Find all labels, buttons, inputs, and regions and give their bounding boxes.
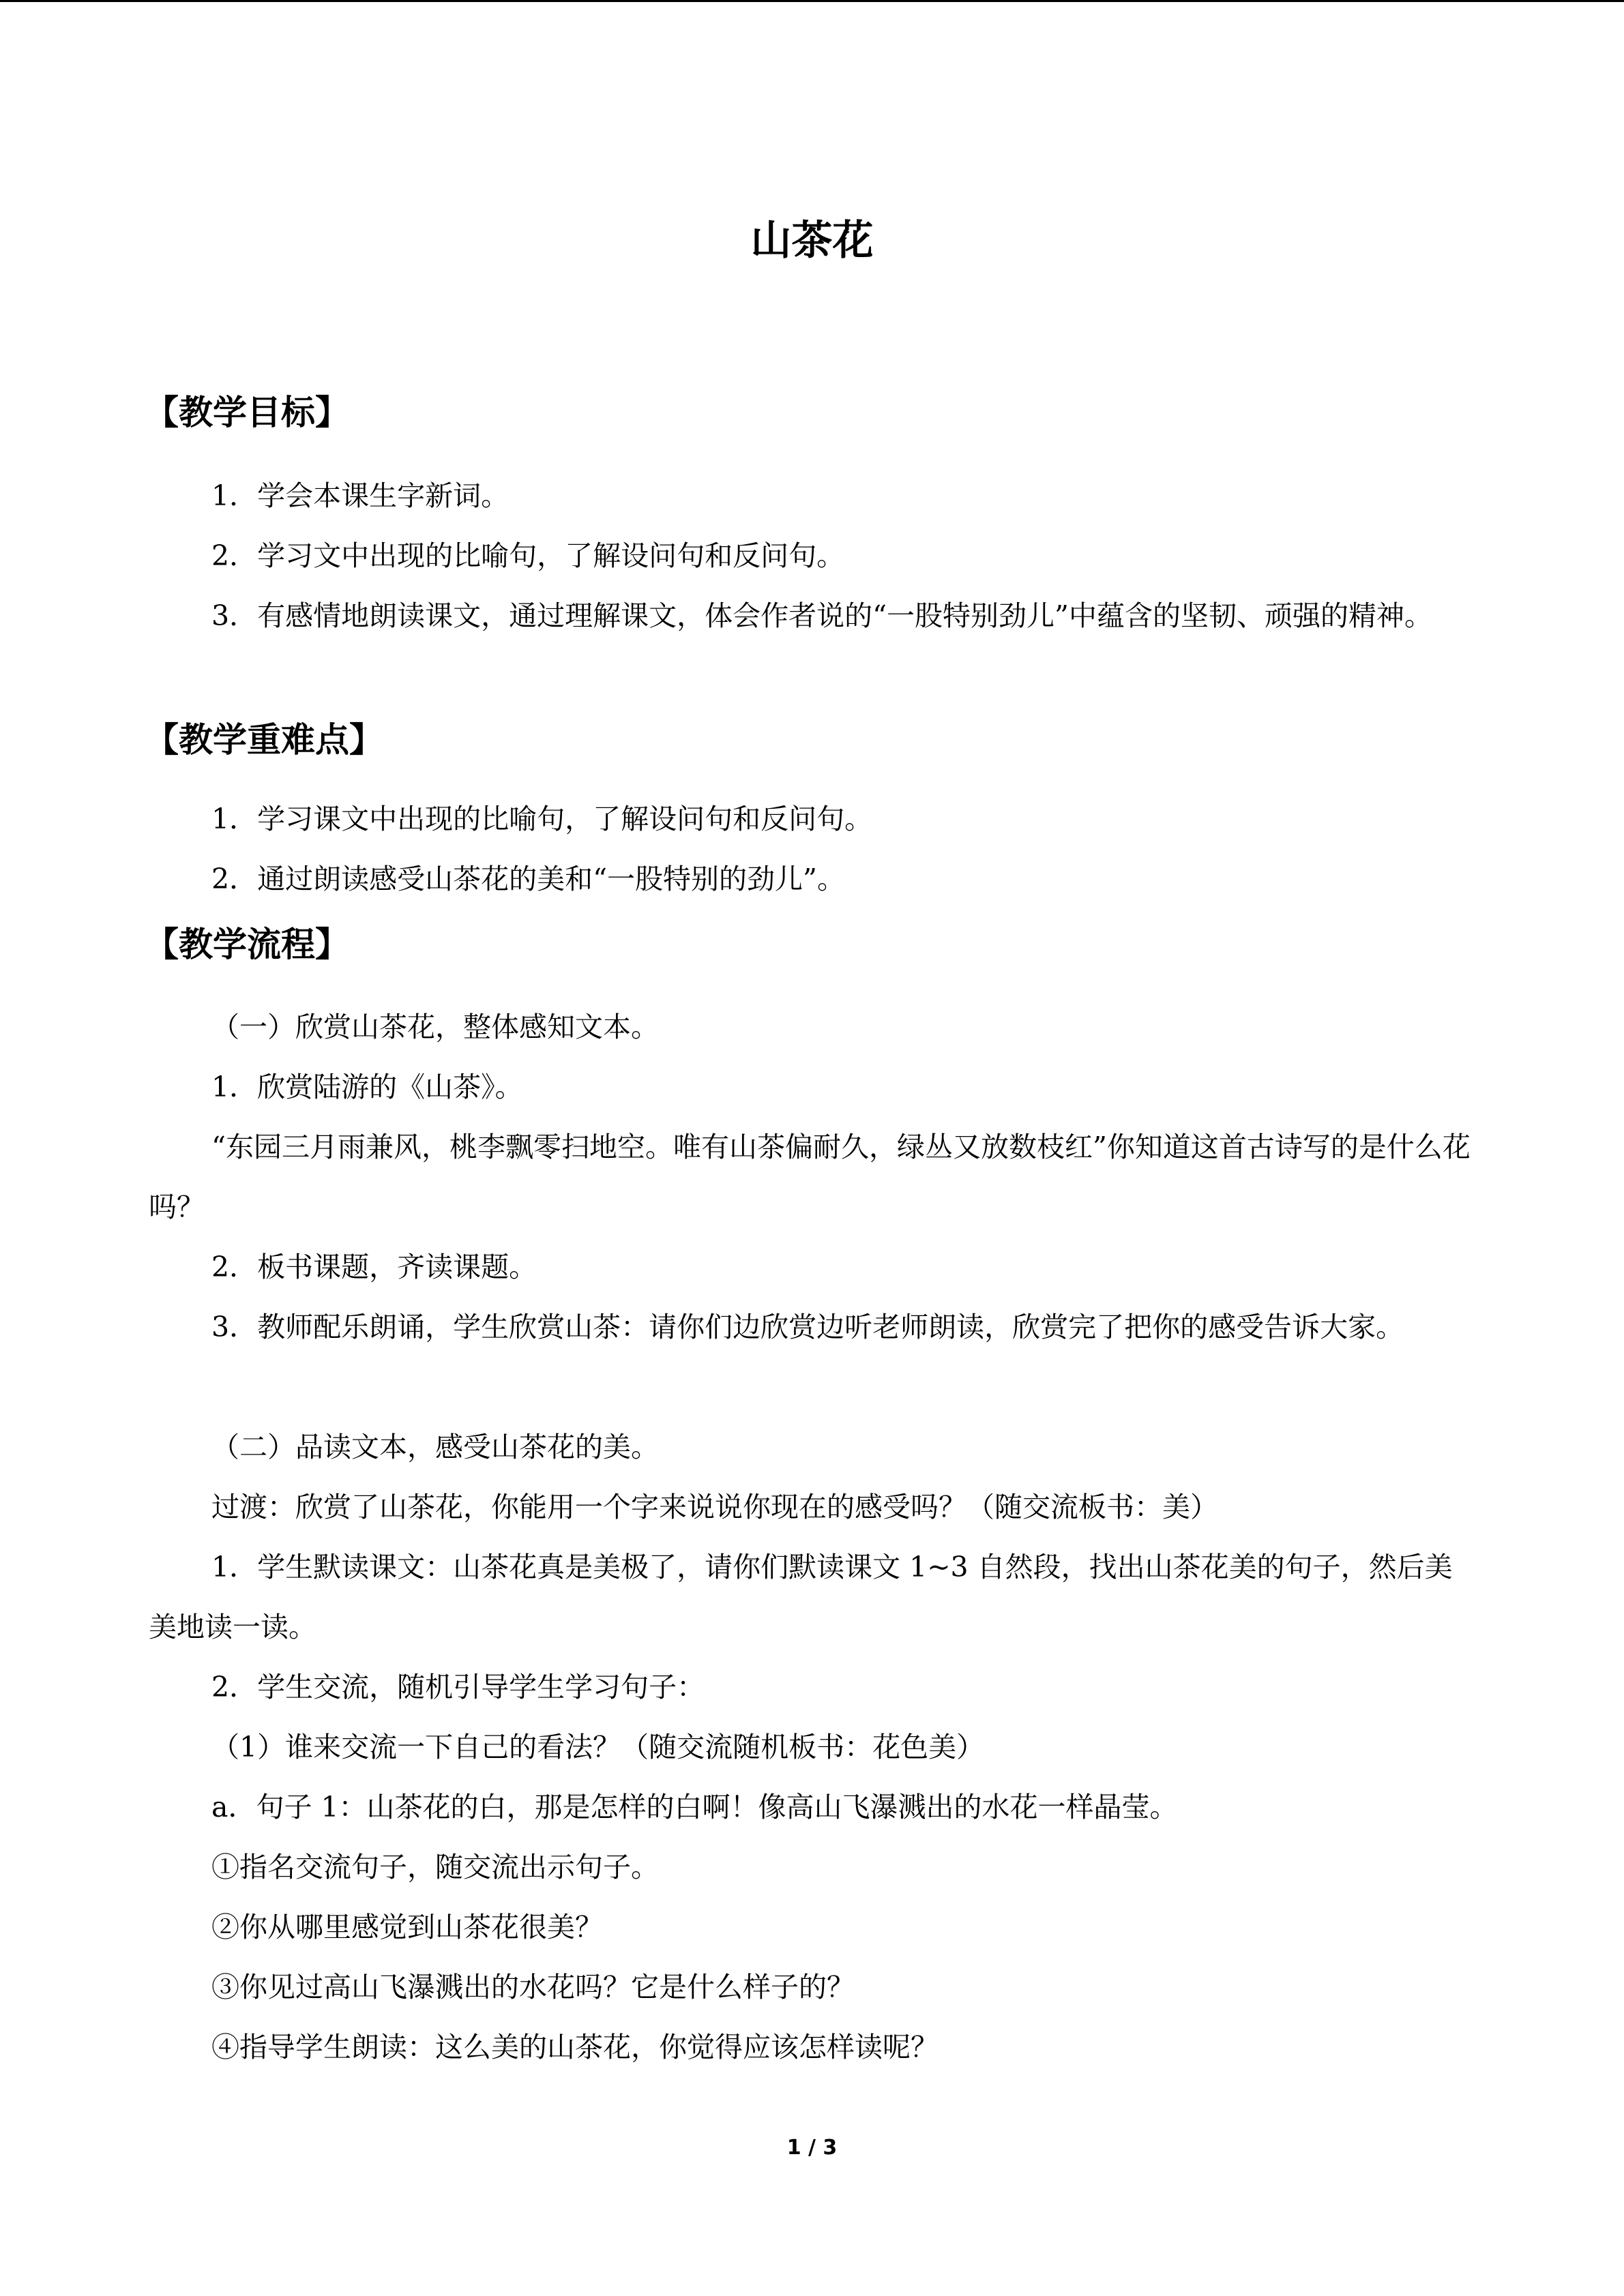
process-item: （二）品读文本，感受山茶花的美。 [211,1431,659,1463]
objective-item: 2．学习文中出现的比喻句，了解设问句和反问句。 [211,539,845,572]
process-item: ③你见过高山飞瀑溅出的水花吗？它是什么样子的？ [211,1971,855,2003]
process-item: 3．教师配乐朗诵，学生欣赏山茶：请你们边欣赏边听老师朗读，欣赏完了把你的感受告诉大家。 [211,1311,1404,1343]
top-border-line [0,0,1624,2]
process-item: “东园三月雨兼风，桃李飘零扫地空。唯有山茶偏耐久，绿丛又放数枝红”你知道这首古诗写的是什么花吗？ [149,1131,1471,1223]
process-item: ①指名交流句子，随交流出示句子。 [211,1851,659,1883]
process-item: 2．学生交流，随机引导学生学习句子： [211,1671,705,1703]
section-heading-process: 【教学流程】 [145,925,349,964]
process-item: ②你从哪里感觉到山茶花很美？ [211,1911,603,1943]
process-item: 2．板书课题，齐读课题。 [211,1251,537,1283]
objective-item: 3．有感情地朗读课文，通过理解课文，体会作者说的“一股特别劲儿”中蕴含的坚韧、顽强的精神。 [211,599,1433,632]
process-item: a．句子 1：山茶花的白，那是怎样的白啊！像高山飞瀑溅出的水花一样晶莹。 [211,1791,1178,1823]
page-number: 1 / 3 [786,2136,838,2160]
process-item: （1）谁来交流一下自己的看法？（随交流随机板书：花色美） [211,1731,985,1763]
section-heading-key-points: 【教学重难点】 [145,720,383,760]
key-point-item: 2．通过朗读感受山茶花的美和“一股特别的劲儿”。 [211,863,846,895]
process-item: ④指导学生朗读：这么美的山茶花，你觉得应该怎样读呢？ [211,2031,939,2063]
process-item: （一）欣赏山茶花，整体感知文本。 [211,1011,659,1043]
document-title: 山茶花 [750,217,874,265]
objective-item: 1．学会本课生字新词。 [211,479,510,512]
process-item: 1．欣赏陆游的《山茶》。 [211,1071,523,1103]
process-item: 过渡：欣赏了山茶花，你能用一个字来说说你现在的感受吗？（随交流板书：美） [211,1491,1218,1523]
process-item: 1．学生默读课文：山茶花真是美极了，请你们默读课文 1~3 自然段，找出山茶花美的句子，然后美美地读一读。 [149,1551,1453,1643]
section-heading-objectives: 【教学目标】 [145,393,349,432]
key-point-item: 1．学习课文中出现的比喻句，了解设问句和反问句。 [211,803,873,835]
